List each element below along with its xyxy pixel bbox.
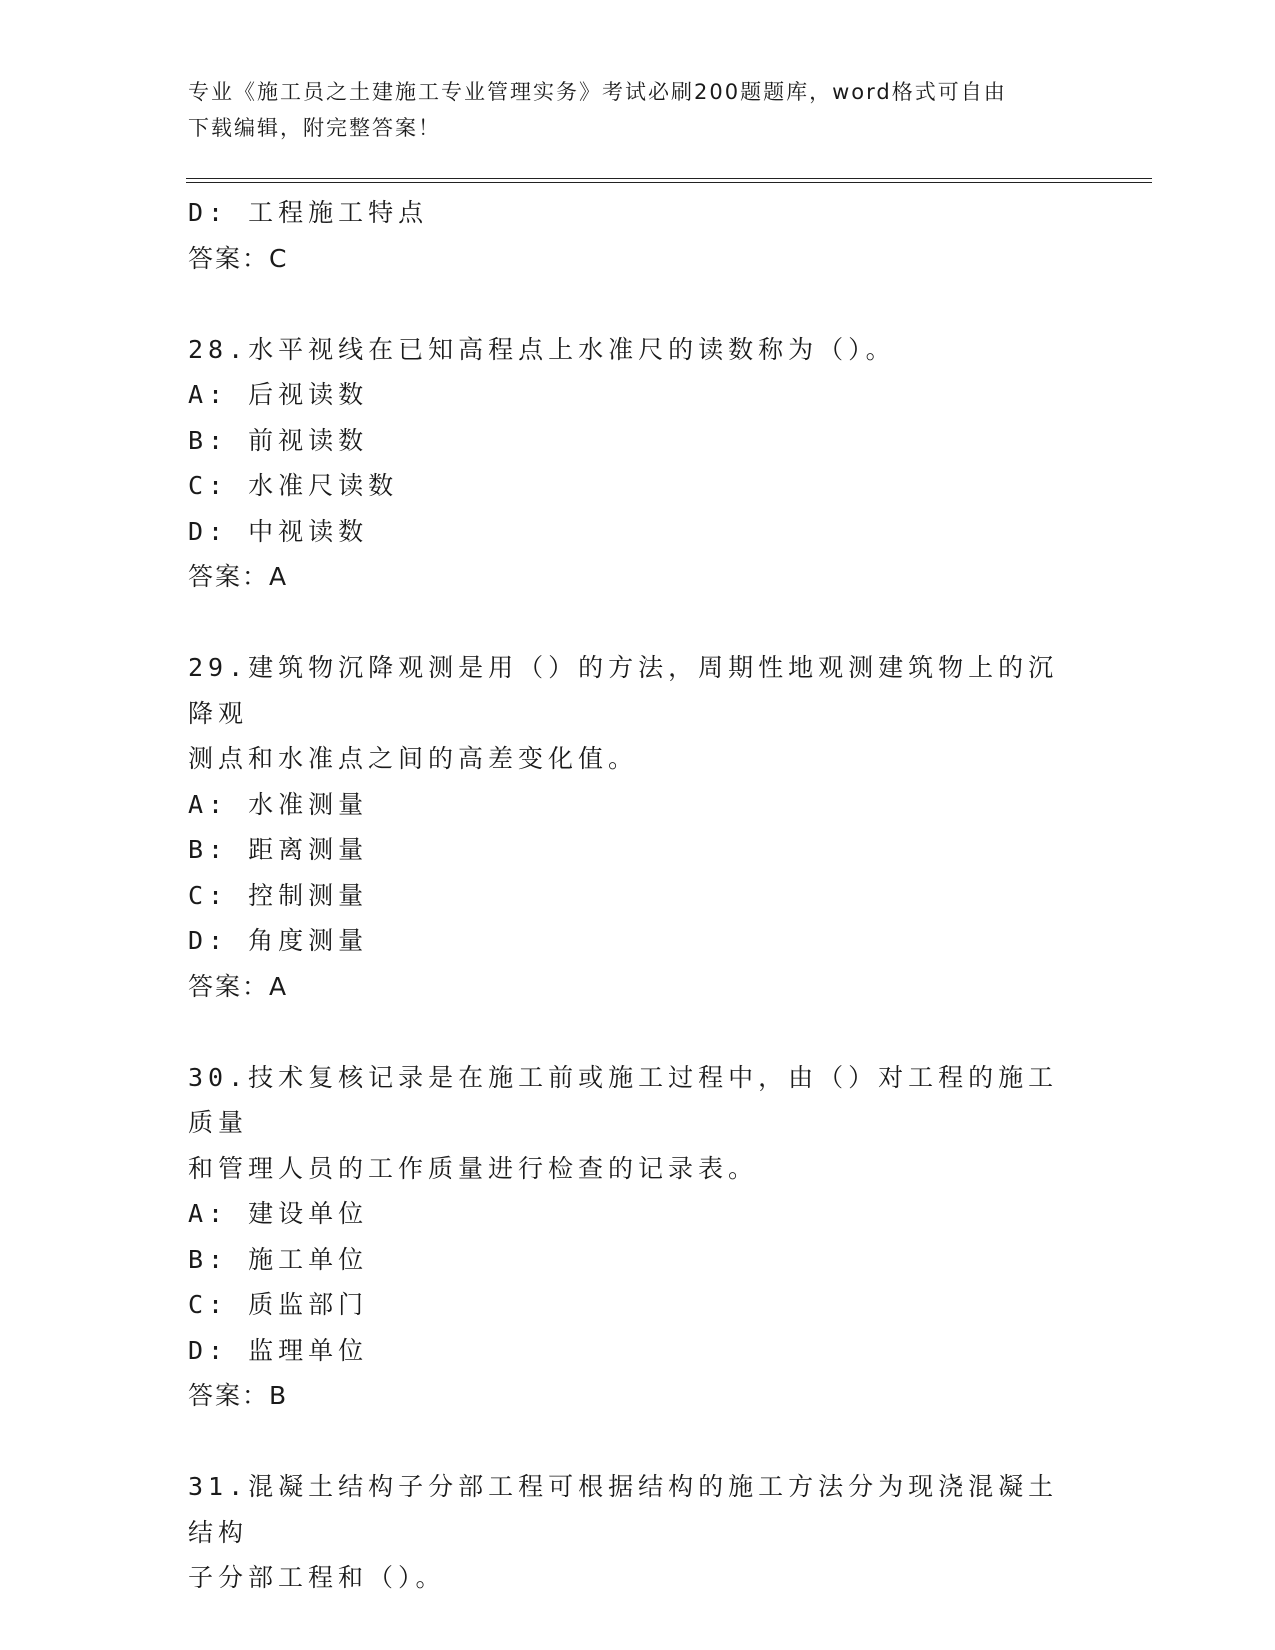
option-a: A: 水准测量: [188, 789, 369, 819]
question-31: [188, 1464, 1068, 1601]
question-27-fragment: [188, 190, 1068, 281]
spacer: [188, 1419, 1068, 1465]
question-stem-line-1: 31.混凝土结构子分部工程可根据结构的施工方法分为现浇混凝土结构: [188, 1472, 1059, 1547]
spacer: [188, 600, 1068, 646]
header-line-1: 专业《施工员之土建施工专业管理实务》考试必刷200题题库，word格式可自由: [188, 80, 1007, 104]
spacer: [188, 281, 1068, 327]
option-d: D: 角度测量: [188, 926, 369, 955]
option-b: B: 距离测量: [188, 835, 369, 864]
option-c: C: 水准尺读数: [188, 471, 399, 500]
question-list: [188, 190, 1068, 1601]
question-stem-line-2: 和管理人员的工作质量进行检查的记录表。: [188, 1153, 759, 1183]
option-c: C: 控制测量: [188, 880, 369, 910]
option-d: D: 工程施工特点: [188, 198, 429, 227]
header-double-rule: [186, 178, 1152, 183]
question-stem: 28.水平视线在已知高程点上水准尺的读数称为（）。: [188, 334, 896, 364]
question-stem-line-2: 子分部工程和（）。: [188, 1563, 446, 1592]
option-a: A: 建设单位: [188, 1199, 369, 1228]
option-d: D: 中视读数: [188, 516, 369, 546]
document-header: [188, 74, 1068, 146]
option-b: B: 施工单位: [188, 1244, 369, 1274]
answer-line: 答案：A: [188, 971, 289, 1001]
question-stem-line-2: 测点和水准点之间的高差变化值。: [188, 744, 639, 773]
answer-line: 答案：B: [188, 1381, 289, 1410]
question-30: [188, 1055, 1068, 1419]
question-29: [188, 645, 1068, 1009]
spacer: [188, 1009, 1068, 1055]
answer-line: 答案：A: [188, 562, 289, 591]
option-d: D: 监理单位: [188, 1335, 369, 1365]
question-stem-line-1: 30.技术复核记录是在施工前或施工过程中，由（）对工程的施工质量: [188, 1062, 1059, 1137]
question-28: [188, 327, 1068, 600]
option-a: A: 后视读数: [188, 380, 369, 409]
answer-line: 答案：C: [188, 243, 289, 273]
option-b: B: 前视读数: [188, 425, 369, 455]
question-stem-line-1: 29.建筑物沉降观测是用（）的方法，周期性地观测建筑物上的沉降观: [188, 653, 1059, 728]
header-line-2: 下载编辑，附完整答案！: [188, 116, 441, 140]
option-c: C: 质监部门: [188, 1290, 369, 1319]
